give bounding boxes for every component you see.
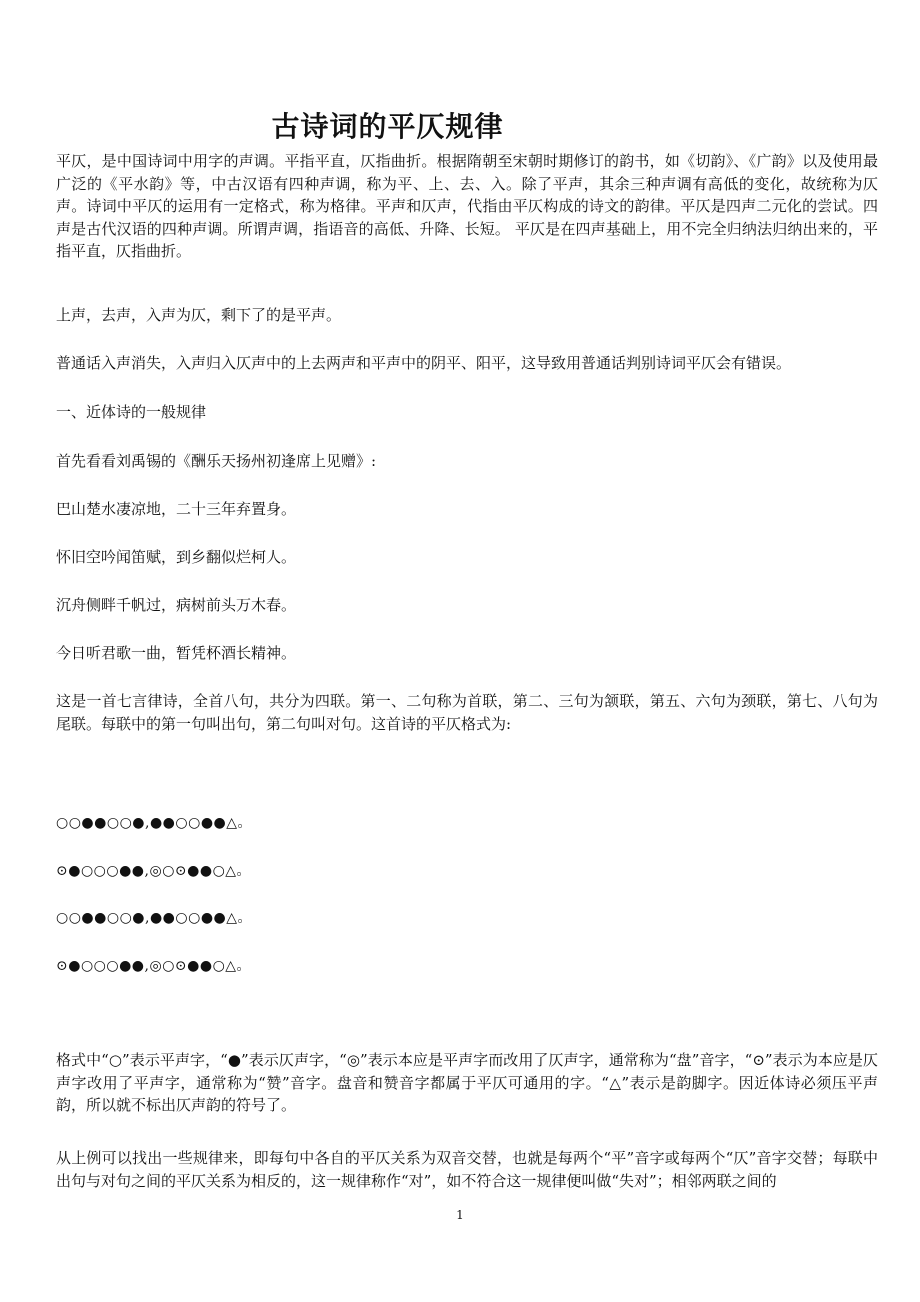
poem-line: 今日听君歌一曲，暂凭杯酒长精神。	[56, 644, 297, 662]
tone-pattern-line: ⊙●○○○●●,◎○⊙●●○△。	[56, 863, 252, 879]
rules-paragraph: 从上例可以找出一些规律来，即每句中各自的平仄关系为双音交替，也就是每两个“平”音字或每两个“仄”音字交替；每联中出句与对句之间的平仄关系为相反的，这一规律称作“对”，如不符合这一规律便叫做“失对”；相邻两联之间的	[56, 1149, 878, 1190]
poem-line: 沉舟侧畔千帆过，病树前头万木春。	[56, 596, 297, 614]
document-title: 古诗词的平仄规律	[271, 109, 504, 143]
intro-paragraph: 平仄，是中国诗词中用字的声调。平指平直，仄指曲折。根据隋朝至宋朝时期修订的韵书，如《切韵》、《广韵》以及使用最广泛的《平水韵》等，中古汉语有四种声调，称为平、上、去、入。除了平声，其余三种声调有高低的变化，故统称为仄声。诗词中平仄的运用有一定格式，称为格律。平声和仄声，代指由平仄构成的诗文的韵律。平仄是四声二元化的尝试。四声是古代汉语的四种声调。所谓声调，指语音的高低、升降、长短。 平仄是在四声基础上，用不完全归纳法归纳出来的，平指平直，仄指曲折。	[56, 152, 878, 261]
poem-line: 巴山楚水凄凉地，二十三年弃置身。	[56, 500, 297, 518]
poem-line: 怀旧空吟闻笛赋，到乡翻似烂柯人。	[56, 548, 297, 566]
mandarin-paragraph: 普通话入声消失，入声归入仄声中的上去两声和平声中的阴平、阳平，这导致用普通话判别诗词平仄会有错误。	[56, 354, 792, 372]
section-heading: 一、近体诗的一般规律	[56, 403, 207, 421]
page-number: 1	[456, 1208, 464, 1222]
legend-paragraph: 格式中“○”表示平声字，“●”表示仄声字，“◎”表示本应是平声字而改用了仄声字，通常称为“盘”音字，“⊙”表示为本应是仄声字改用了平声字，通常称为“赞”音字。盘音和赞音字都属于平仄可通用的字。“△”表示是韵脚字。因近体诗必须压平声韵，所以就不标出仄声韵的符号了。	[56, 1051, 878, 1115]
poem-intro: 首先看看刘禹锡的《酬乐天扬州初逢席上见赠》:	[56, 452, 377, 470]
tone-pattern-line: ○○●●○○●,●●○○●●△。	[56, 815, 253, 831]
explanation-paragraph: 这是一首七言律诗，全首八句，共分为四联。第一、二句称为首联，第二、三句为颔联，第五、六句为颈联，第七、八句为尾联。每联中的第一句叫出句，第二句叫对句。这首诗的平仄格式为:	[56, 692, 878, 733]
tone-pattern-line: ⊙●○○○●●,◎○⊙●●○△。	[56, 958, 252, 974]
tone-pattern-line: ○○●●○○●,●●○○●●△。	[56, 910, 253, 926]
tones-paragraph: 上声，去声，入声为仄，剩下了的是平声。	[56, 306, 342, 324]
